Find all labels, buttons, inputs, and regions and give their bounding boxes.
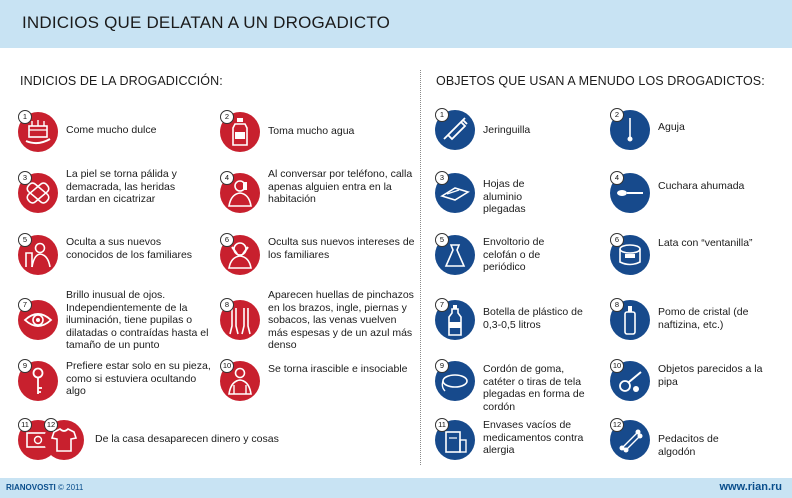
object-text: Jeringuilla [483, 124, 531, 136]
object-text: Cuchara ahumada [658, 180, 745, 192]
number-badge: 5 [435, 233, 449, 247]
footer-brand [6, 483, 83, 492]
sign-text: Se torna irascible e insociable [268, 363, 408, 375]
object-text: Pedacitos de algodón [658, 433, 719, 458]
number-badge: 4 [220, 171, 234, 185]
object-text: Objetos parecidos a la pipa [658, 363, 763, 388]
number-badge: 4 [610, 171, 624, 185]
column-divider [420, 70, 421, 465]
object-text: Envoltorio de celofán o de periódico [483, 236, 545, 273]
sign-text: Oculta a sus nuevos conocidos de los familiares [66, 236, 193, 261]
sign-text: Al conversar por teléfono, calla apenas alguien entra en la habitación [268, 168, 413, 205]
sign-text: Oculta sus nuevos intereses de los familiares [268, 236, 415, 261]
sign-text: Prefiere estar solo en su pieza, como si estuviera ocultando algo [66, 360, 211, 397]
object-text: Cordón de goma, catéter o tiras de tela plegadas en forma de cordón [483, 363, 585, 413]
number-badge: 11 [435, 418, 449, 432]
number-badge: 8 [220, 298, 234, 312]
object-text: Aguja [658, 121, 685, 133]
number-badge: 6 [220, 233, 234, 247]
number-badge: 3 [435, 171, 449, 185]
object-text: Envases vacíos de medicamentos contra alergia [483, 419, 584, 456]
sign-text: Aparecen huellas de pinchazos en los brazos, ingle, piernas y sobacos, las venas vuelven más espesas y de un azul más denso [268, 289, 414, 351]
number-badge: 5 [18, 233, 32, 247]
sign-text: Brillo inusual de ojos. Independientemente de la iluminación, tiene pupilas o dilatadas o contraídas hasta el tamaño de un punto [66, 289, 209, 351]
object-text: Botella de plástico de 0,3-0,5 litros [483, 306, 583, 331]
footer-band [0, 478, 792, 498]
number-badge: 11 [18, 418, 32, 432]
object-text: Lata con “ventanilla” [658, 237, 753, 249]
header-band [0, 0, 792, 48]
number-badge: 3 [18, 171, 32, 185]
right-section-title: OBJETOS QUE USAN A MENUDO LOS DROGADICTOS: [436, 74, 765, 88]
sign-text: La piel se torna pálida y demacrada, las heridas tardan en cicatrizar [66, 168, 177, 205]
number-badge: 6 [610, 233, 624, 247]
number-badge: 7 [435, 298, 449, 312]
sign-text: De la casa desaparecen dinero y cosas [95, 433, 279, 445]
object-text: Pomo de cristal (de naftizina, etc.) [658, 306, 749, 331]
copyright-year: © 2011 [58, 483, 84, 492]
number-badge: 9 [18, 359, 32, 373]
number-badge: 12 [610, 418, 624, 432]
number-badge: 7 [18, 298, 32, 312]
number-badge: 1 [435, 108, 449, 122]
page-title: INDICIOS QUE DELATAN A UN DROGADICTO [22, 13, 391, 32]
number-badge: 2 [220, 110, 234, 124]
left-section-title: INDICIOS DE LA DROGADICCIÓN: [20, 74, 223, 88]
number-badge: 8 [610, 298, 624, 312]
number-badge: 9 [435, 359, 449, 373]
sign-text: Toma mucho agua [268, 125, 355, 137]
number-badge: 10 [610, 359, 624, 373]
number-badge: 12 [44, 418, 58, 432]
sign-text: Come mucho dulce [66, 124, 157, 136]
brand-name: RIANOVOSTI [6, 483, 56, 492]
object-text: Hojas de aluminio plegadas [483, 178, 526, 215]
number-badge: 10 [220, 359, 234, 373]
footer-url[interactable]: www.rian.ru [719, 481, 782, 493]
number-badge: 2 [610, 108, 624, 122]
number-badge: 1 [18, 110, 32, 124]
